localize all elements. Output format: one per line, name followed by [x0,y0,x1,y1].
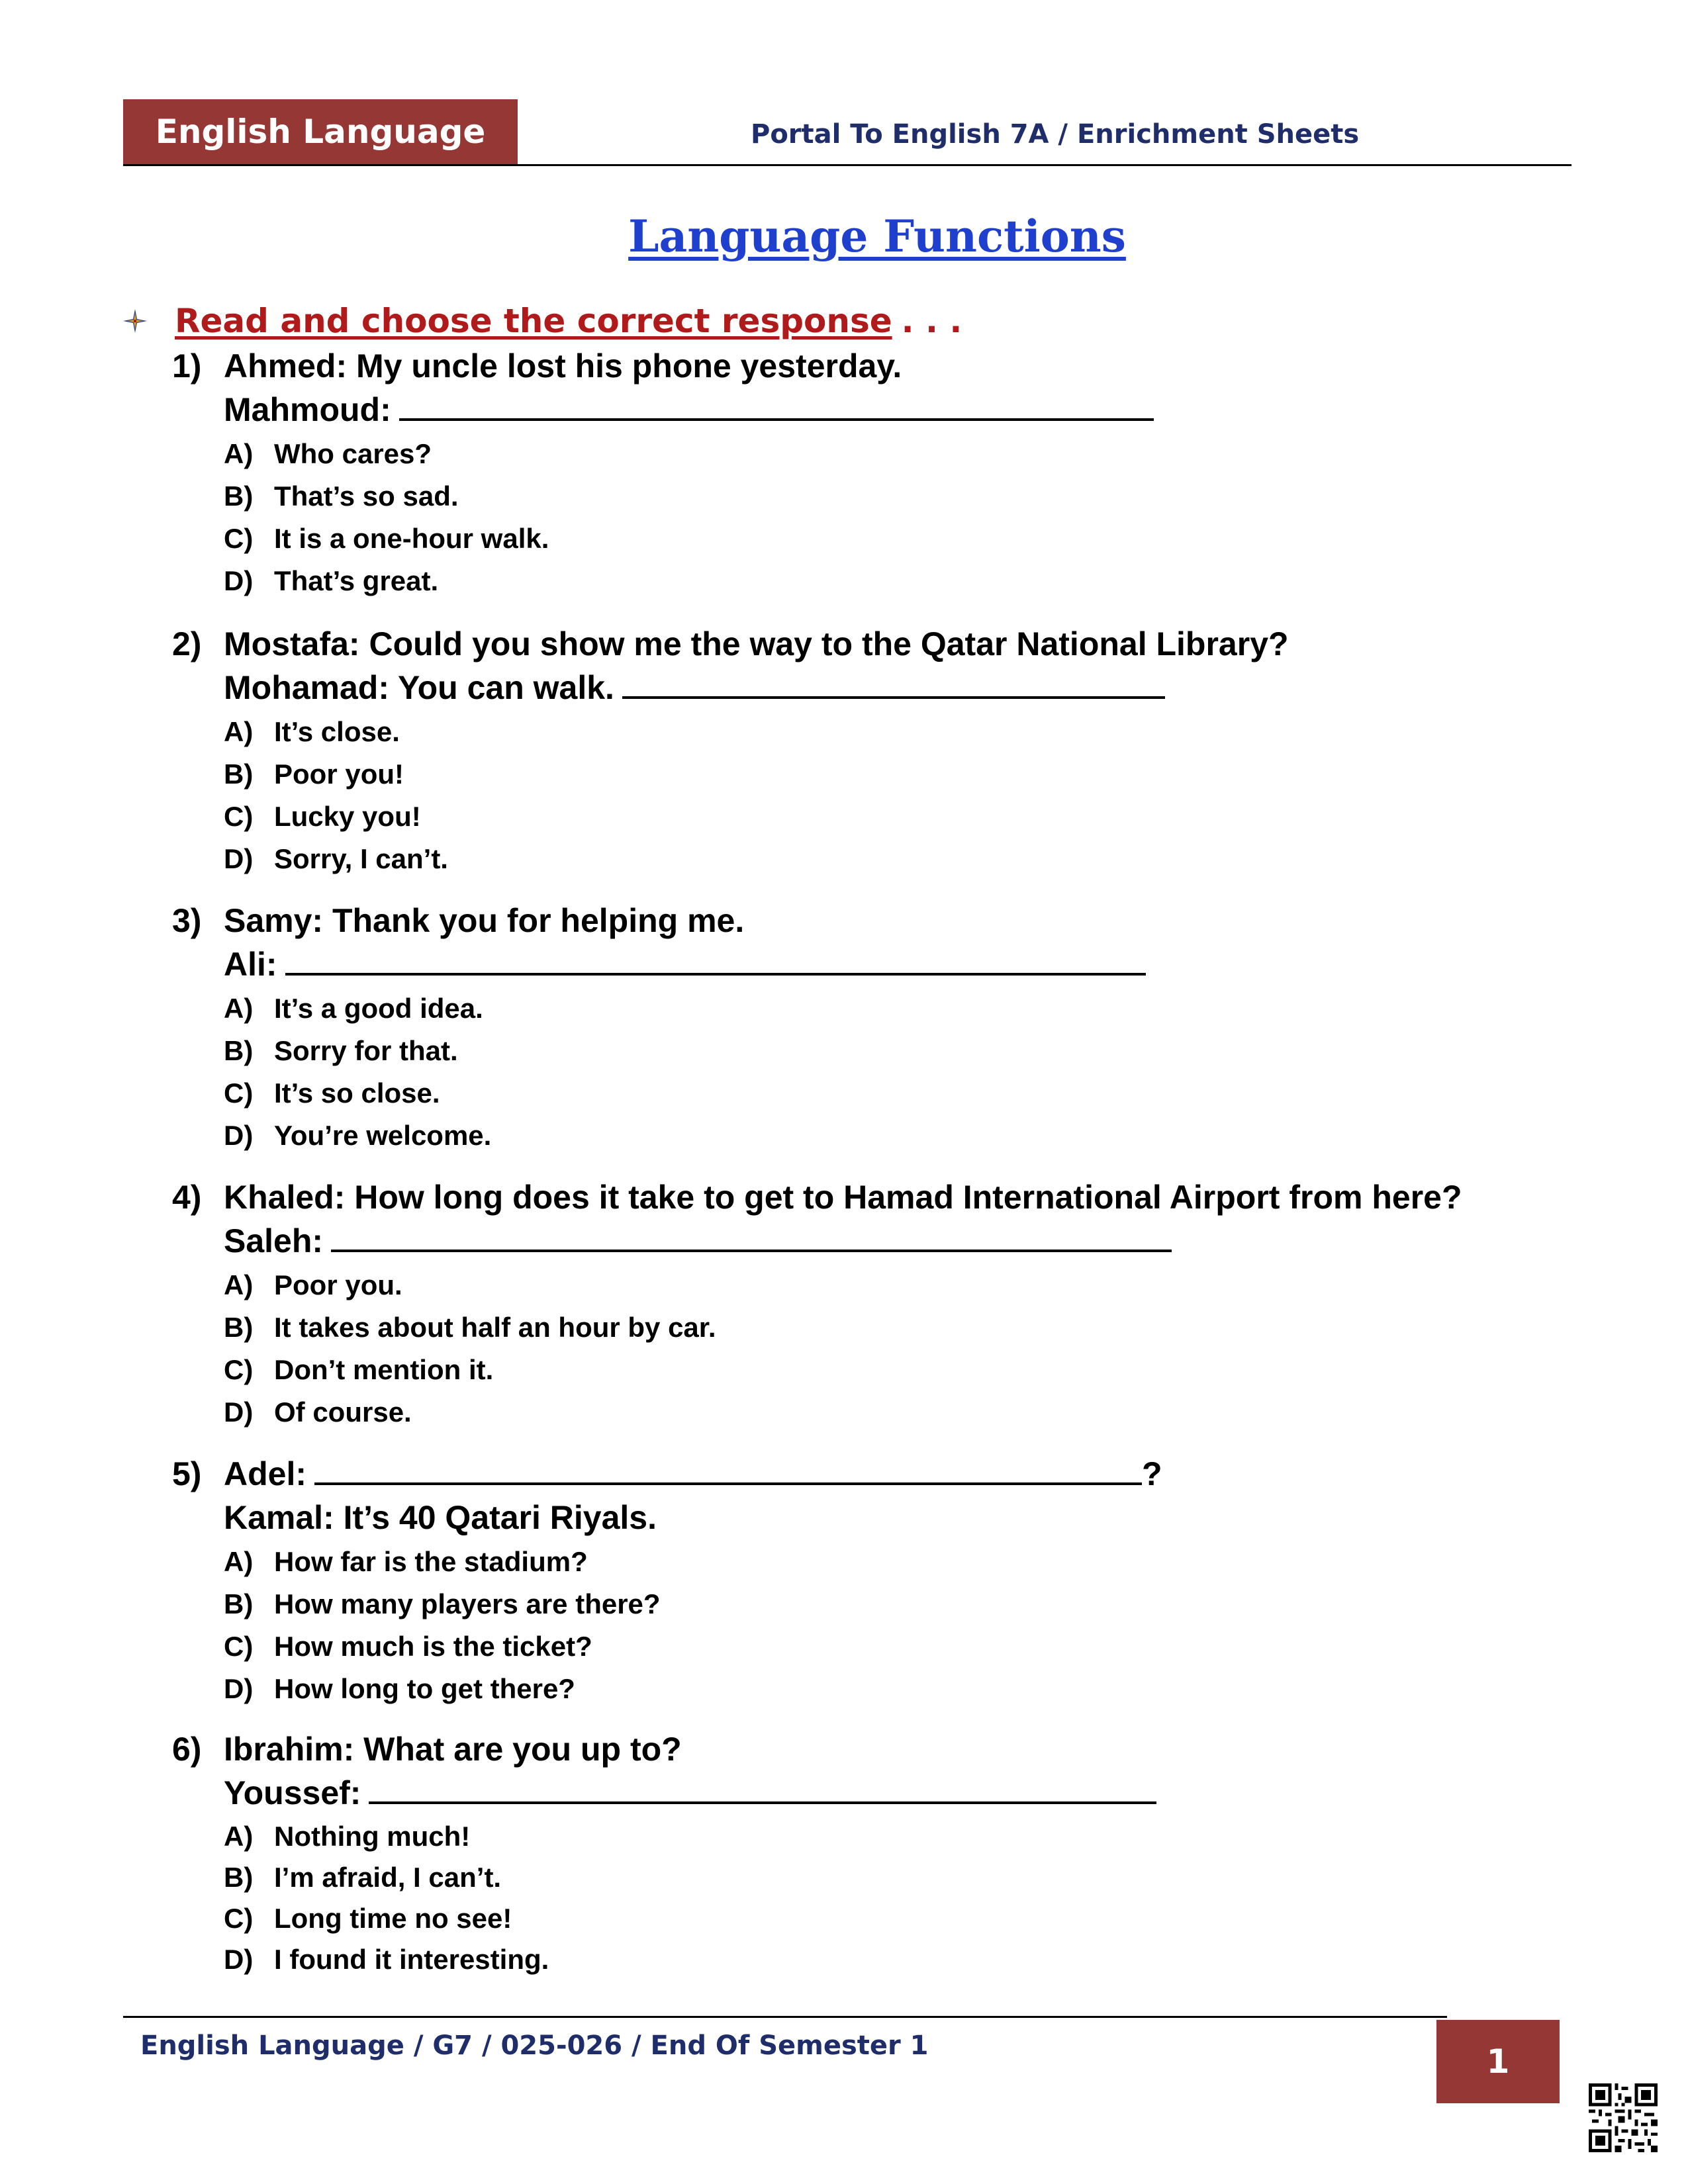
options-list [224,1541,1496,1710]
question-number: 4) [172,1179,202,1216]
answer-blank[interactable] [314,1452,1142,1485]
question-prompt: Ahmed: My uncle lost his phone yesterday. [224,347,902,385]
instruction-text: Read and choose the correct response [175,302,892,340]
response-speaker: Youssef: [224,1774,361,1811]
question-mark: ? [1142,1455,1162,1492]
option-d[interactable]: D) That’s great. [224,565,439,596]
option-a[interactable]: A) Poor you. [224,1269,402,1300]
options-list [224,1816,1496,1980]
question-2 [172,622,1496,880]
page-number: 1 [1436,2020,1560,2103]
footer-text: English Language / G7 / 025-026 / End Of Semester 1 [140,2030,929,2061]
options-list [224,433,1496,602]
option-c[interactable]: C) It is a one-hour walk. [224,523,549,554]
instruction-row [122,302,962,340]
options-list [224,987,1496,1157]
question-1 [172,344,1496,602]
option-d[interactable]: D) How long to get there? [224,1673,575,1704]
question-prompt: Samy: Thank you for helping me. [224,902,745,939]
option-b[interactable]: B) Poor you! [224,758,404,790]
option-d[interactable]: D) Sorry, I can’t. [224,843,448,874]
option-c[interactable]: C) It’s so close. [224,1077,440,1109]
question-6 [172,1727,1496,1980]
option-b[interactable]: B) I’m afraid, I can’t. [224,1862,502,1893]
response-speaker: Mohamad: You can walk. [224,669,614,706]
option-c[interactable]: C) Long time no see! [224,1903,512,1934]
question-4 [172,1175,1496,1433]
answer-blank[interactable] [399,388,1154,421]
option-a[interactable]: A) Who cares? [224,438,432,469]
footer-divider [123,2016,1447,2018]
question-3 [172,899,1496,1157]
answer-blank[interactable] [622,666,1165,699]
instruction [175,302,962,340]
series-title: Portal To English 7A / Enrichment Sheets [751,119,1360,150]
response-speaker: Saleh: [224,1222,324,1259]
option-b[interactable]: B) It takes about half an hour by car. [224,1312,716,1343]
bullet-star-icon [122,308,148,334]
option-d[interactable]: D) You’re welcome. [224,1120,492,1151]
question-prompt: Khaled: How long does it take to get to Hamad International Airport from here? [224,1179,1462,1216]
option-d[interactable]: D) I found it interesting. [224,1944,549,1975]
options-list [224,711,1496,880]
question-5 [172,1452,1496,1710]
question-number: 5) [172,1455,202,1492]
option-a[interactable]: A) Nothing much! [224,1821,471,1852]
option-c[interactable]: C) Don’t mention it. [224,1354,494,1385]
instruction-dots: . . . [901,302,962,340]
answer-blank[interactable] [331,1219,1172,1252]
option-d[interactable]: D) Of course. [224,1396,412,1428]
option-b[interactable]: B) How many players are there? [224,1588,661,1619]
response-speaker: Ali: [224,946,277,983]
page-title: Language Functions [628,210,1126,262]
option-c[interactable]: C) How much is the ticket? [224,1631,592,1662]
option-a[interactable]: A) How far is the stadium? [224,1546,588,1577]
option-b[interactable]: B) Sorry for that. [224,1035,458,1066]
response-speaker: Mahmoud: [224,391,391,428]
answer-blank[interactable] [369,1771,1156,1804]
question-number: 6) [172,1731,202,1768]
option-c[interactable]: C) Lucky you! [224,801,421,832]
answer-blank[interactable] [285,942,1146,976]
response-line: Kamal: It’s 40 Qatari Riyals. [224,1499,657,1536]
question-number: 1) [172,347,202,385]
header-divider [123,164,1571,166]
question-number: 3) [172,902,202,939]
question-prompt: Mostafa: Could you show me the way to the Qatar National Library? [224,625,1289,662]
subject-label: English Language [123,99,518,164]
option-a[interactable]: A) It’s a good idea. [224,993,483,1024]
qr-code-icon [1589,2083,1658,2152]
option-a[interactable]: A) It’s close. [224,716,400,747]
question-number: 2) [172,625,202,662]
options-list [224,1264,1496,1433]
question-prompt: Ibrahim: What are you up to? [224,1731,682,1768]
option-b[interactable]: B) That’s so sad. [224,480,459,512]
question-speaker: Adel: [224,1455,306,1492]
